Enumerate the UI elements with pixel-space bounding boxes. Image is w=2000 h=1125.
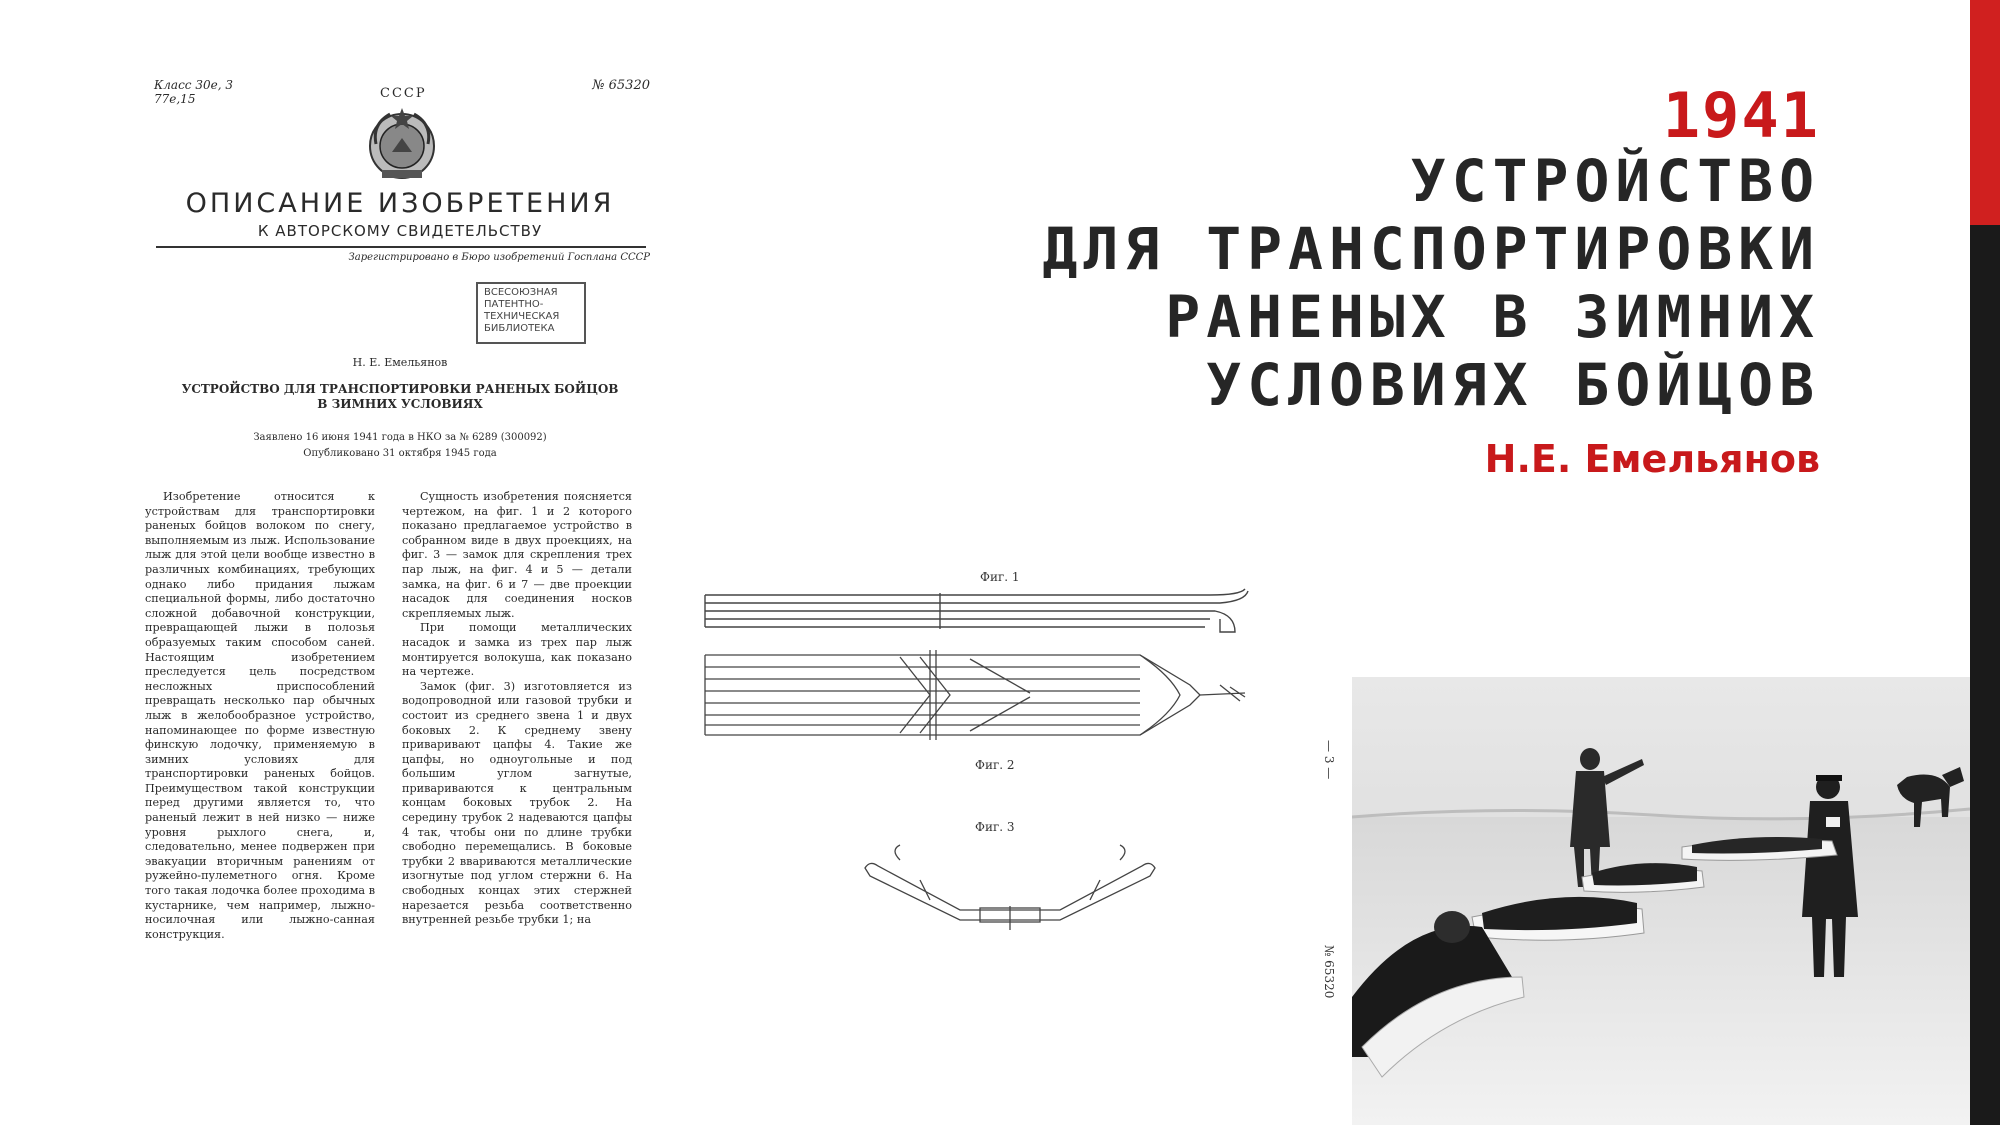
stamp-line: ПАТЕНТНО- — [484, 299, 544, 310]
title-line-2: ДЛЯ ТРАНСПОРТИРОВКИ — [1042, 215, 1820, 283]
patent-author: Н. Е. Емельянов — [352, 356, 448, 369]
patent-country: СССР — [380, 86, 427, 101]
figure-2-label: Фиг. 2 — [975, 758, 1015, 772]
side-patent-number: № 65320 — [1322, 945, 1336, 999]
stamp-line: ВСЕСОЮЗНАЯ — [484, 287, 558, 298]
patent-heading: ОПИСАНИЕ ИЗОБРЕТЕНИЯ — [185, 188, 615, 219]
figure-3-label: Фиг. 3 — [975, 820, 1015, 834]
patent-registered: Зарегистрировано в Бюро изобретений Госплана СССР — [348, 252, 650, 263]
stamp-line: ТЕХНИЧЕСКАЯ — [484, 311, 560, 322]
patent-number: № 65320 — [592, 78, 650, 93]
patent-rule — [156, 246, 646, 248]
technical-drawings — [700, 565, 1300, 965]
title-block — [1042, 79, 1820, 481]
title-author: Н.Е. Емельянов — [1484, 437, 1820, 481]
patent-paragraph: Замок (фиг. 3) изготовляется из водопроводной или газовой трубки и состоит из среднего звена 1 и двух боковых 2. К среднему звену приваривают цапфы 4. Такие же цапфы, но одноугольные и под большим углом загнутые, привариваются к центральным концам боковых трубок 2. На середину трубок 2 надеваются цапфы 4 так, чтобы они по длине трубки свободно перемещались. В боковые трубки 2 ввариваются металлические изогнутые под углом стержни 6. На свободных концах этих стержней нарезается резьба соответственно внутренней резьбе трубки 1; на — [402, 679, 632, 927]
title-line-3: РАНЕНЫХ В ЗИМНИХ — [1165, 283, 1820, 351]
patent-paragraph: При помощи металлических насадок и замка из трех пар лыж монтируется волокуша, как показано на чертеже. — [402, 621, 632, 679]
patent-title — [140, 382, 660, 412]
accent-bar-red — [1970, 0, 2000, 225]
ussr-emblem-icon — [362, 104, 442, 184]
patent-column-right — [402, 490, 632, 928]
title-line-1: УСТРОЙСТВО — [1410, 147, 1820, 215]
patent-title-line: УСТРОЙСТВО ДЛЯ ТРАНСПОРТИРОВКИ РАНЕНЫХ БОЙЦОВ — [181, 382, 619, 396]
figure-1-drawing — [700, 587, 1260, 637]
patent-paragraph: Сущность изобретения поясняется чертежом, на фиг. 1 и 2 которого показано предлагаемое устройство в собранном виде в двух проекциях, на фиг. 3 — замок для скрепления трех пар лыж, на фиг. 4 и 5 — детали замка, на фиг. 6 и 7 — две проекции насадок для соединения носков скрепляемых лыж. — [402, 490, 632, 620]
patent-dates — [140, 430, 660, 462]
title-year: 1941 — [1662, 79, 1820, 152]
library-stamp — [476, 282, 586, 344]
patent-class — [154, 78, 233, 106]
side-page-number: — 3 — — [1322, 740, 1336, 780]
patent-date-filed: Заявлено 16 июня 1941 года в НКО за № 6289 (300092) — [253, 432, 547, 443]
figure-1-label: Фиг. 1 — [980, 570, 1020, 584]
patent-column-left — [145, 490, 375, 942]
patent-class-line: 77е,15 — [154, 92, 196, 106]
patent-page — [140, 70, 660, 940]
patent-class-line: Класс 30е, 3 — [154, 78, 233, 92]
historical-photo — [1352, 677, 1970, 1125]
patent-paragraph: Изобретение относится к устройствам для транспортировки раненых бойцов волоком по снегу, выполняемым из лыж. Использование лыж для этой цели вообще известно в различных комбинациях, требующих однако либо придания лыжам специальной формы, либо достаточно сложной добавочной конструкции, превращающей лыжи в полозья образуемых таким способом саней. Настоящим изобретением преследуется цель посредством несложных приспособлений превращать несколько пар обычных лыж в желобообразное устройство, напоминающее по форме известную финскую лодочку, применяемую в зимних условиях для транспортировки раненых бойцов. Преимуществом такой конструкции перед другими является то, что раненый лежит в ней низко — ниже уровня рыхлого снега, и, следовательно, менее подвержен при эвакуации вторичным ранениям от ружейно-пулеметного огня. Кроме того такая лодочка более проходима в кустарнике, чем например, лыжно-носилочная или лыжно-санная конструкция. — [145, 490, 375, 941]
figure-3-drawing — [860, 840, 1160, 940]
figure-2-drawing — [700, 645, 1300, 745]
stamp-line: БИБЛИОТЕКА — [484, 323, 555, 334]
patent-title-line: В ЗИМНИХ УСЛОВИЯХ — [317, 397, 483, 411]
accent-bar-black — [1970, 225, 2000, 1125]
patent-subheading: К АВТОРСКОМУ СВИДЕТЕЛЬСТВУ — [257, 222, 543, 240]
title-line-4: УСЛОВИЯХ БОЙЦОВ — [1206, 351, 1820, 419]
patent-date-published: Опубликовано 31 октября 1945 года — [303, 448, 497, 459]
